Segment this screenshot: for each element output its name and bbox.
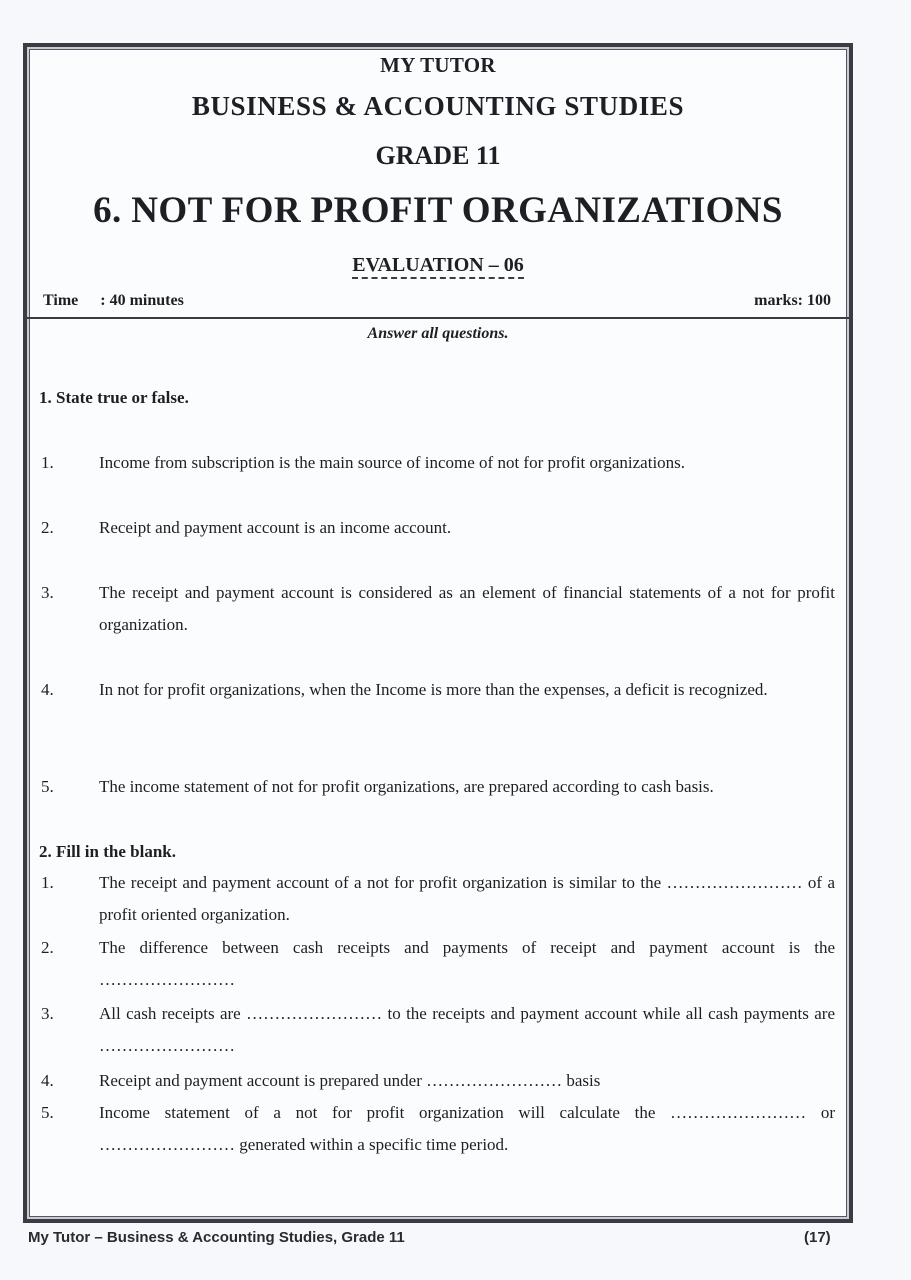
publisher-name: MY TUTOR [380,53,496,77]
question-item [27,512,835,544]
time-info [43,292,184,310]
question-item [27,674,835,706]
exam-meta-row [27,292,849,317]
question-text: In not for profit organizations, when the Income is more than the expenses, a deficit is recognized. [99,680,768,699]
page-frame [23,43,853,1223]
question-item [27,867,835,931]
question-number: 2. [41,518,54,537]
question-number: 1. [41,453,54,472]
question-number: 5. [41,777,54,796]
question-text: Income from subscription is the main source of income of not for profit organizations. [99,453,686,472]
time-value: : 40 minutes [100,292,184,309]
question-number: 4. [41,1071,54,1090]
section-title: 1. State true or false. [39,388,189,407]
question-number: 1. [41,873,54,892]
question-text: All cash receipts are …………………… to the receipts and payment account while all cash payments are …………………… [99,1004,835,1055]
marks-info: marks: 100 [754,292,831,309]
question-text: The receipt and payment account is considered as an element of financial statements of a not for profit organization. [99,583,835,634]
question-text: The difference between cash receipts and payments of receipt and payment account is the …………………… [99,938,835,989]
section-title: 2. Fill in the blank. [39,842,176,861]
question-item [27,447,835,479]
question-number: 3. [41,1004,54,1023]
evaluation-heading: EVALUATION – 06 [352,254,524,279]
question-number: 2. [41,938,54,957]
subject-title: BUSINESS & ACCOUNTING STUDIES [191,91,685,121]
evaluation-heading-wrap [27,254,849,277]
time-label: Time [43,292,79,309]
footer-title: My Tutor – Business & Accounting Studies, Grade 11 [28,1229,405,1246]
question-item [27,932,835,996]
question-item [27,577,835,641]
question-text: The income statement of not for profit organizations, are prepared according to cash basis. [99,777,714,796]
question-number: 3. [41,583,54,602]
question-item [27,1097,835,1161]
question-number: 4. [41,680,54,699]
header-divider [27,317,849,319]
page-number: (17) [804,1229,831,1246]
grade-label: GRADE 11 [375,141,501,170]
instruction: Answer all questions. [367,325,509,342]
question-text: The receipt and payment account of a not for profit organization is similar to the …………………… of a profit oriented organization. [99,873,835,924]
question-text: Income statement of a not for profit organization will calculate the …………………… or …………………… generated within a specific time period. [99,1103,835,1154]
question-item [27,1065,835,1097]
question-text: Receipt and payment account is prepared under …………………… basis [99,1071,601,1090]
question-item [27,998,835,1062]
question-text: Receipt and payment account is an income account. [99,518,452,537]
question-item [27,771,835,803]
question-number: 5. [41,1103,54,1122]
chapter-title: 6. NOT FOR PROFIT ORGANIZATIONS [93,190,783,231]
